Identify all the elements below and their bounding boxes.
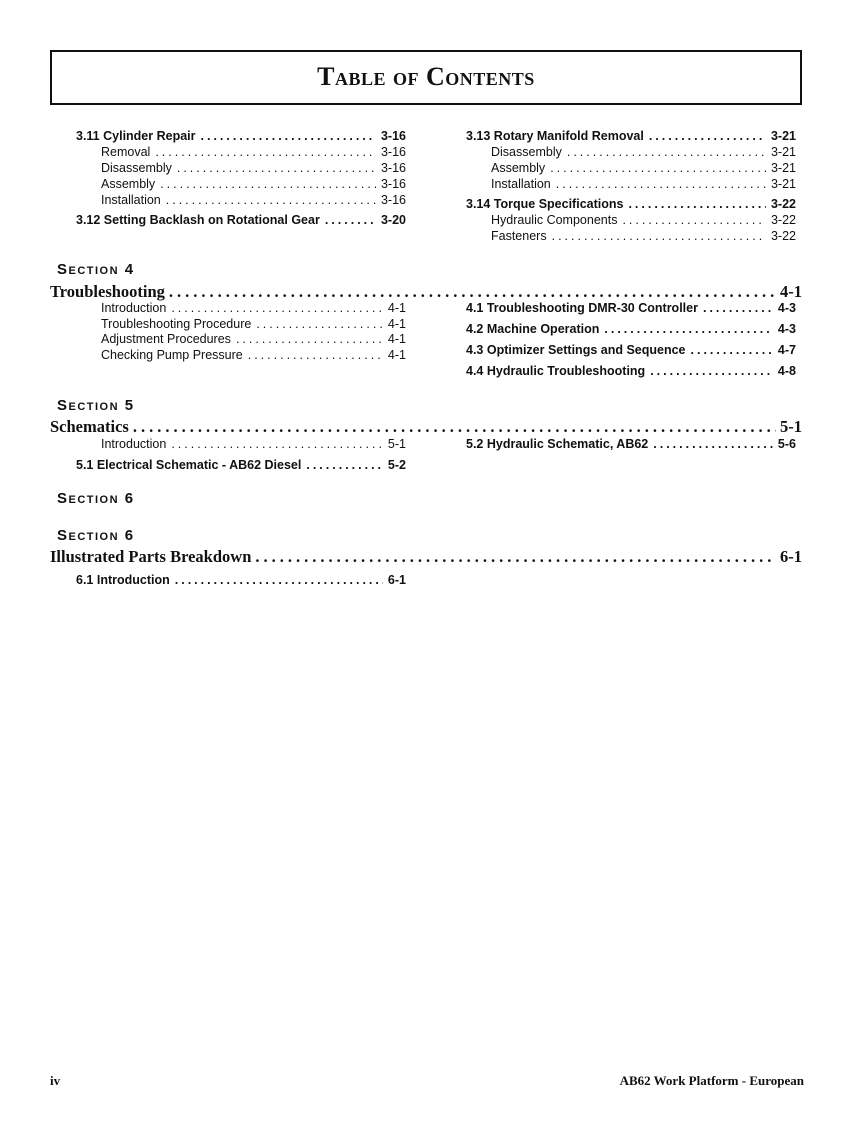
toc-entry-label: 5.2 Hydraulic Schematic, AB62 [466, 437, 649, 451]
toc-entry[interactable] [101, 317, 406, 331]
toc-entry-label: Troubleshooting Procedure [101, 317, 252, 331]
leader-dots [255, 547, 776, 567]
toc-entry-page: 3-16 [380, 145, 406, 159]
leader-dots [556, 177, 766, 191]
toc-entry[interactable] [101, 437, 406, 451]
toc-entry-label: 4.2 Machine Operation [466, 322, 600, 336]
toc-entry-page: 4-1 [387, 301, 406, 315]
leader-dots [166, 193, 376, 207]
section-page: 6-1 [780, 547, 802, 566]
leader-dots [133, 417, 776, 437]
toc-entry[interactable] [491, 177, 796, 191]
toc-entry[interactable] [101, 177, 406, 191]
leader-dots [703, 301, 773, 315]
toc-entry-page: 3-22 [770, 213, 796, 227]
toc-entry[interactable] [101, 161, 406, 175]
toc-entry-page: 5-6 [777, 437, 796, 451]
section-heading: Section 5 [57, 397, 135, 414]
toc-entry-label: 3.12 Setting Backlash on Rotational Gear [76, 213, 320, 227]
toc-entry-label: 4.4 Hydraulic Troubleshooting [466, 364, 646, 378]
section-heading: Section 4 [57, 261, 135, 278]
leader-dots [552, 229, 766, 243]
toc-entry[interactable] [101, 193, 406, 207]
toc-entry-page: 3-16 [380, 129, 406, 143]
toc-entry-label: 4.3 Optimizer Settings and Sequence [466, 343, 686, 357]
toc-entry-page: 3-22 [770, 197, 796, 211]
section-page: 5-1 [780, 417, 802, 436]
toc-entry-page: 4-7 [777, 343, 796, 357]
toc-entry[interactable] [491, 213, 796, 227]
toc-entry-page: 3-16 [380, 161, 406, 175]
leader-dots [155, 145, 376, 159]
toc-entry[interactable] [76, 213, 406, 227]
section-title-entry[interactable] [50, 547, 802, 567]
toc-entry-label: 3.14 Torque Specifications [466, 197, 624, 211]
toc-entry[interactable] [101, 332, 406, 346]
leader-dots [325, 213, 376, 227]
leader-dots [160, 177, 376, 191]
toc-entry-page: 6-1 [387, 573, 406, 587]
leader-dots [171, 437, 383, 451]
leader-dots [649, 129, 766, 143]
footer-document-title: AB62 Work Platform - European [619, 1073, 804, 1088]
toc-entry[interactable] [101, 348, 406, 362]
footer-page-number: iv [50, 1073, 61, 1088]
section-title-entry[interactable] [50, 282, 802, 302]
leader-dots [622, 213, 766, 227]
toc-entry[interactable] [466, 364, 796, 378]
toc-entry[interactable] [491, 145, 796, 159]
toc-entry[interactable] [466, 437, 796, 451]
toc-entry-label: Introduction [101, 437, 167, 451]
toc-entry-label: Disassembly [101, 161, 172, 175]
toc-entry-page: 4-3 [777, 301, 796, 315]
leader-dots [201, 129, 376, 143]
toc-entry-page: 3-21 [770, 177, 796, 191]
toc-entry-label: Assembly [491, 161, 546, 175]
toc-entry[interactable] [466, 129, 796, 143]
toc-entry-page: 3-16 [380, 177, 406, 191]
toc-entry-label: Adjustment Procedures [101, 332, 231, 346]
toc-entry-page: 3-20 [380, 213, 406, 227]
section-heading: Section 6 [57, 490, 135, 507]
toc-entry-page: 4-1 [387, 348, 406, 362]
leader-dots [628, 197, 766, 211]
leader-dots [175, 573, 383, 587]
leader-dots [177, 161, 376, 175]
section-title: Troubleshooting [50, 282, 165, 301]
toc-entry-label: Assembly [101, 177, 156, 191]
toc-entry-label: Installation [101, 193, 161, 207]
toc-entry-page: 3-16 [380, 193, 406, 207]
title-box [50, 50, 802, 105]
toc-entry-label: Hydraulic Components [491, 213, 618, 227]
toc-entry-page: 4-1 [387, 317, 406, 331]
toc-entry[interactable] [466, 301, 796, 315]
toc-entry-label: Removal [101, 145, 151, 159]
section-heading: Section 6 [57, 527, 135, 544]
toc-entry[interactable] [76, 573, 406, 587]
toc-entry[interactable] [76, 129, 406, 143]
leader-dots [650, 364, 773, 378]
toc-entry-page: 5-1 [387, 437, 406, 451]
toc-entry-label: Introduction [101, 301, 167, 315]
toc-entry[interactable] [101, 301, 406, 315]
toc-entry-page: 3-21 [770, 129, 796, 143]
leader-dots [169, 282, 776, 302]
toc-entry[interactable] [466, 322, 796, 336]
toc-entry[interactable] [466, 197, 796, 211]
toc-entry-label: Installation [491, 177, 551, 191]
toc-entry[interactable] [491, 161, 796, 175]
toc-entry-label: 5.1 Electrical Schematic - AB62 Diesel [76, 458, 302, 472]
toc-entry-label: Disassembly [491, 145, 562, 159]
toc-entry-label: 6.1 Introduction [76, 573, 170, 587]
toc-entry-label: 4.1 Troubleshooting DMR-30 Controller [466, 301, 698, 315]
toc-entry-page: 4-1 [387, 332, 406, 346]
section-page: 4-1 [780, 282, 802, 301]
toc-entry-label: Checking Pump Pressure [101, 348, 243, 362]
toc-entry[interactable] [76, 458, 406, 472]
toc-entry-label: Fasteners [491, 229, 547, 243]
toc-entry-page: 3-21 [770, 145, 796, 159]
toc-entry-page: 4-3 [777, 322, 796, 336]
leader-dots [248, 348, 383, 362]
leader-dots [171, 301, 383, 315]
section-title: Illustrated Parts Breakdown [50, 547, 252, 566]
toc-entry-page: 4-8 [777, 364, 796, 378]
toc-entry-page: 5-2 [387, 458, 406, 472]
leader-dots [306, 458, 383, 472]
toc-entry[interactable] [466, 343, 796, 357]
leader-dots [550, 161, 766, 175]
toc-entry-label: 3.13 Rotary Manifold Removal [466, 129, 644, 143]
leader-dots [256, 317, 383, 331]
section-title: Schematics [50, 417, 129, 436]
toc-entry-page: 3-22 [770, 229, 796, 243]
section-title-entry[interactable] [50, 417, 802, 437]
toc-entry-page: 3-21 [770, 161, 796, 175]
toc-entry-label: 3.11 Cylinder Repair [76, 129, 196, 143]
leader-dots [653, 437, 773, 451]
page-title: Table of Contents [317, 62, 535, 91]
leader-dots [236, 332, 383, 346]
toc-entry[interactable] [491, 229, 796, 243]
toc-entry[interactable] [101, 145, 406, 159]
leader-dots [604, 322, 773, 336]
leader-dots [567, 145, 766, 159]
leader-dots [691, 343, 773, 357]
